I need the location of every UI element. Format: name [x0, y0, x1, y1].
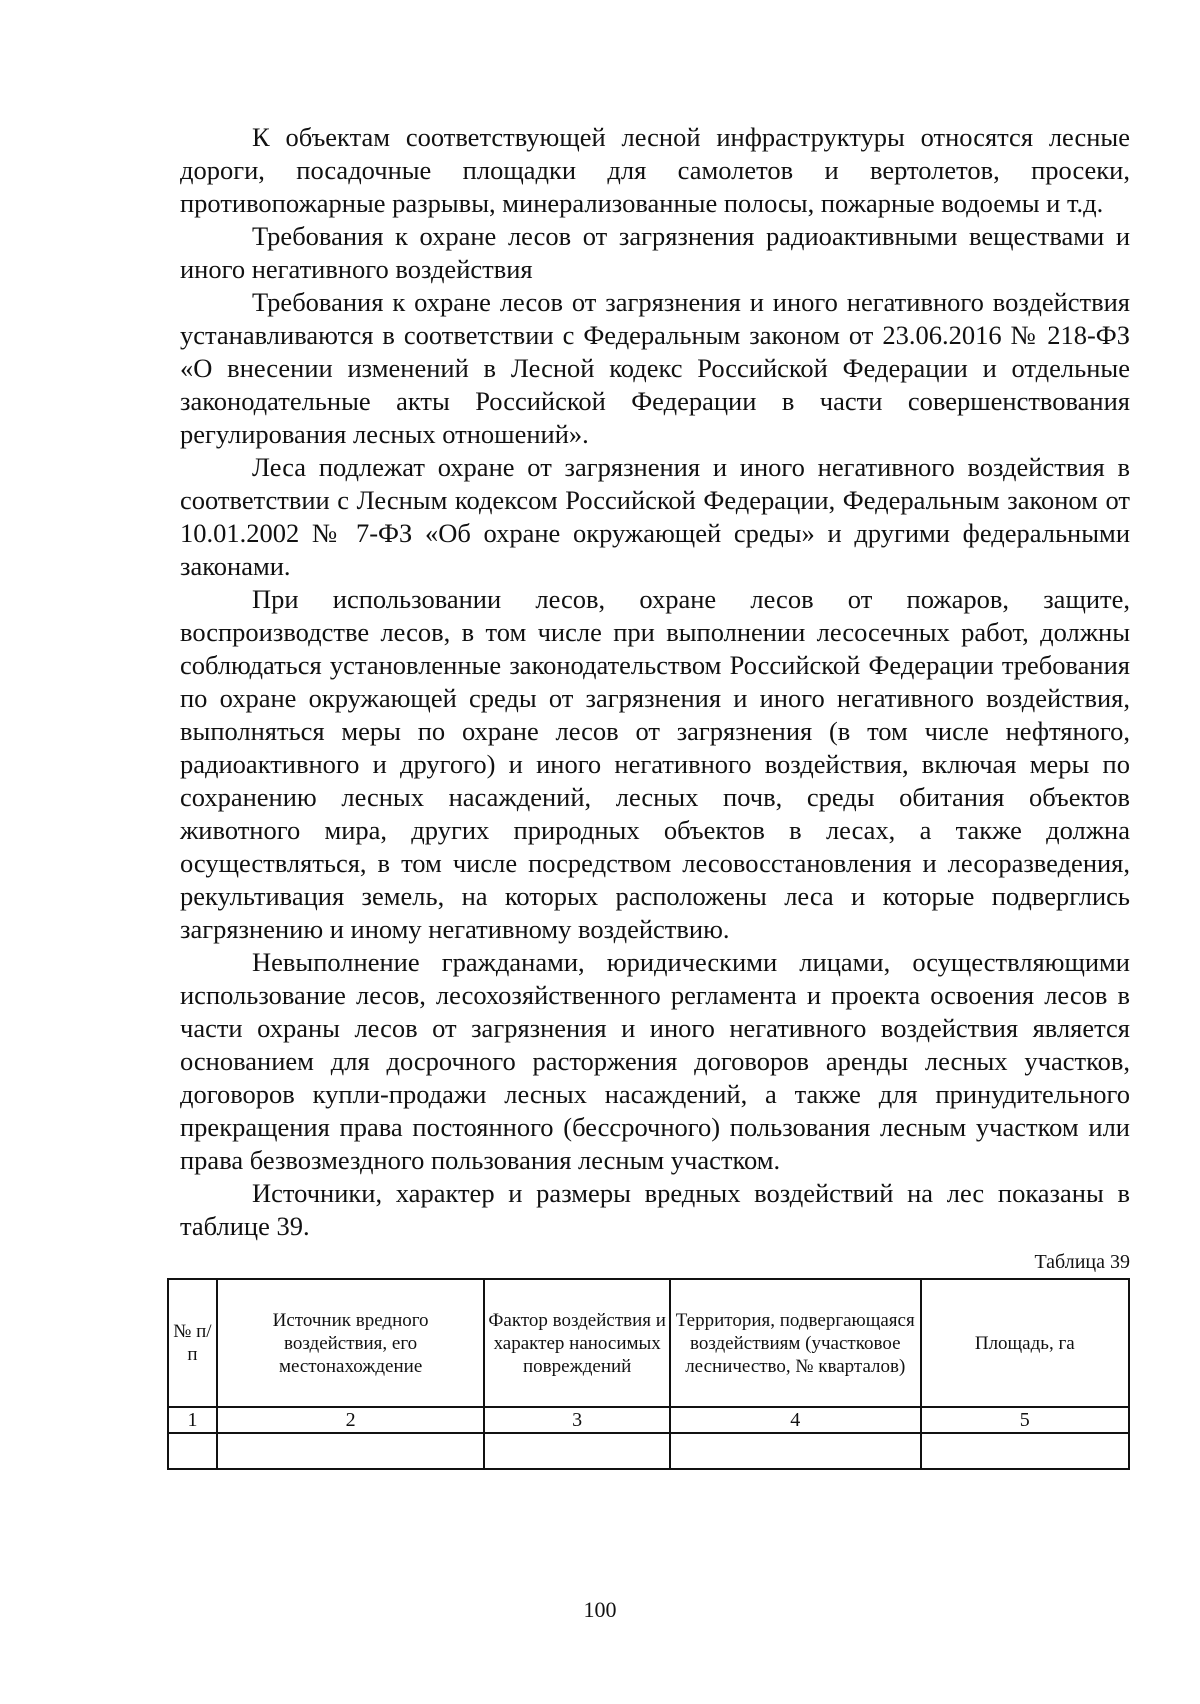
table-39: [167, 1278, 1130, 1470]
table-cell: [168, 1433, 217, 1469]
column-number-2: 2: [217, 1407, 484, 1433]
table-cell: [484, 1433, 670, 1469]
document-page: [173, 121, 1130, 1470]
table-cell: [921, 1433, 1129, 1469]
page-number: 100: [583, 1597, 617, 1622]
paragraph-forest-protection: Леса подлежат охране от загрязнения и иного негативного воздействия в соответствии с Лесным кодексом Российской Федерации, Федеральным законом от 10.01.2002 № 7-ФЗ «Об охране окружающей среды» и другими федеральными законами.: [180, 452, 1130, 581]
header-factor: Фактор воздействия и характер наносимых повреждений: [484, 1279, 670, 1407]
column-number-1: 1: [168, 1407, 217, 1433]
table-cell: [217, 1433, 484, 1469]
header-source: Источник вредного воздействия, его местонахождение: [217, 1279, 484, 1407]
paragraph-forest-use: При использовании лесов, охране лесов от пожаров, защите, воспроизводстве лесов, в том числе при выполнении лесосечных работ, должны соблюдаться установленные законодательством Российской Федерации требования по охране окружающей среды от загрязнения и иного негативного воздействия, выполняться меры по охране лесов от загрязнения (в том числе нефтяного, радиоактивного и другого) и иного негативного воздействия, включая меры по сохранению лесных насаждений, лесных почв, среды обитания объектов животного мира, других природных объектов в лесах, а также должна осуществляться, в том числе посредством лесовосстановления и лесоразведения, рекультивация земель, на которых расположены леса и которые подверглись загрязнению и иному негативному воздействию.: [180, 584, 1130, 944]
column-number-3: 3: [484, 1407, 670, 1433]
table-row: [168, 1433, 1129, 1469]
column-number-4: 4: [670, 1407, 921, 1433]
column-number-5: 5: [921, 1407, 1129, 1433]
header-number: № п/п: [168, 1279, 217, 1407]
paragraph-table-reference: Источники, характер и размеры вредных воздействий на лес показаны в таблице 39.: [180, 1178, 1130, 1241]
paragraph-non-compliance: Невыполнение гражданами, юридическими лицами, осуществляющими использование лесов, лесохозяйственного регламента и проекта освоения лесов в части охраны лесов от загрязнения и иного негативного воздействия является основанием для досрочного расторжения договоров аренды лесных участков, договоров купли-продажи лесных насаждений, а также для принудительного прекращения права постоянного (бессрочного) пользования лесным участком или права безвозмездного пользования лесным участком.: [180, 947, 1130, 1175]
paragraph-infrastructure: К объектам соответствующей лесной инфраструктуры относятся лесные дороги, посадочные площадки для самолетов и вертолетов, просеки, противопожарные разрывы, минерализованные полосы, пожарные водоемы и т.д.: [180, 122, 1130, 218]
table-caption: Таблица 39: [1034, 1251, 1130, 1273]
table-header-row: [168, 1279, 1129, 1407]
header-area: Площадь, га: [921, 1279, 1129, 1407]
header-territory: Территория, подвергающаяся воздействиям (участковое лесничество, № кварталов): [670, 1279, 921, 1407]
paragraph-requirements: Требования к охране лесов от загрязнения и иного негативного воздействия устанавливаются в соответствии с Федеральным законом от 23.06.2016 № 218-ФЗ «О внесении изменений в Лесной кодекс Российской Федерации и отдельные законодательные акты Российской Федерации в части совершенствования регулирования лесных отношений».: [180, 287, 1130, 449]
table-cell: [670, 1433, 921, 1469]
table-number-row: [168, 1407, 1129, 1433]
paragraph-heading-radioactive: Требования к охране лесов от загрязнения радиоактивными веществами и иного негативного воздействия: [180, 221, 1130, 284]
